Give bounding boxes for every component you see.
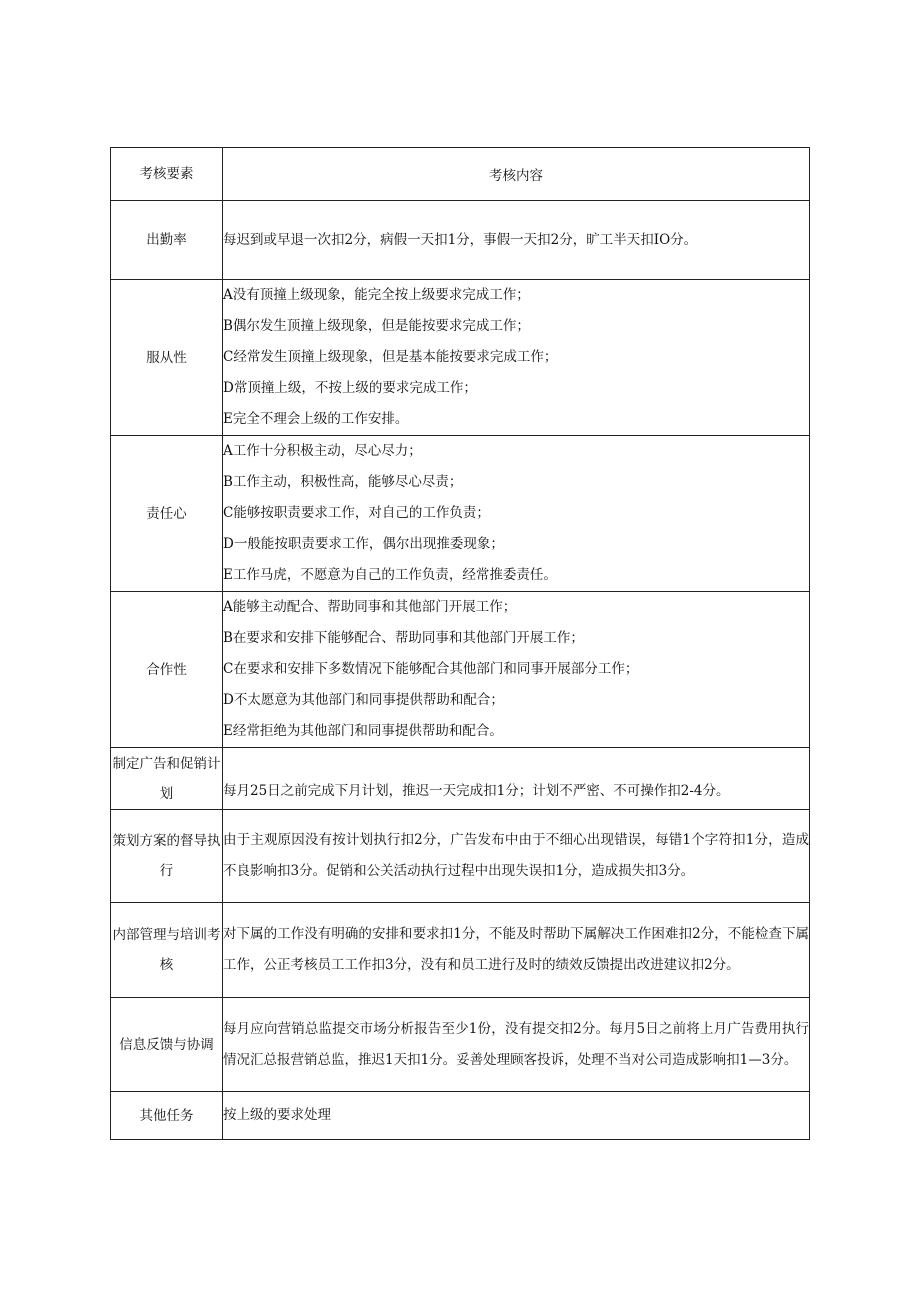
factor-attendance: 出勤率	[111, 201, 223, 280]
factor-other-tasks: 其他任务	[111, 1092, 223, 1140]
table-row	[111, 280, 810, 436]
content-line: B工作主动，积极性高，能够尽心尽责；	[223, 474, 463, 490]
content-paragraph: 对下属的工作没有明确的安排和要求扣1分，不能及时帮助下属解决工作困难扣2分，不能检查下属工作，公正考核员工工作扣3分，没有和员工进行及时的绩效反馈提出改进建议扣2分。	[223, 926, 809, 973]
content-responsibility	[223, 436, 810, 592]
factor-ad-plan: 制定广告和促销计划	[111, 748, 223, 810]
content-line: 每迟到或早退一次扣2分，病假一天扣1分，事假一天扣2分，旷工半天扣IO分。	[223, 231, 698, 248]
factor-responsibility: 责任心	[111, 436, 223, 592]
table-row	[111, 748, 810, 810]
table-row	[111, 810, 810, 903]
factor-plan-execution: 策划方案的督导执行	[111, 810, 223, 903]
content-line: 每月25日之前完成下月计划，推迟一天完成扣1分；计划不严密、不可操作扣2-4分。	[223, 783, 730, 799]
content-line: E经常拒绝为其他部门和同事提供帮助和配合。	[223, 723, 503, 739]
content-ad-plan	[223, 748, 810, 810]
table-row	[111, 998, 810, 1092]
content-line: D一般能按职责要求工作，偶尔出现推委现象；	[223, 536, 504, 552]
evaluation-table	[110, 147, 810, 1140]
table-header-row	[111, 148, 810, 201]
factor-cooperation: 合作性	[111, 592, 223, 748]
content-paragraph: 由于主观原因没有按计划执行扣2分，广告发布中由于不细心出现错误，每错1个字符扣1分，造成不良影响扣3分。促销和公关活动执行过程中出现失误扣1分，造成损失扣3分。	[223, 832, 809, 879]
table-row	[111, 1092, 810, 1140]
content-info-feedback	[223, 998, 810, 1092]
content-plan-execution	[223, 810, 810, 903]
content-cooperation	[223, 592, 810, 748]
content-line: E完全不理会上级的工作安排。	[223, 411, 409, 427]
content-paragraph: 每月应向营销总监提交市场分析报告至少1份，没有提交扣2分。每月5日之前将上月广告费用执行情况汇总报营销总监，推迟1天扣1分。妥善处理顾客投诉，处理不当对公司造成影响扣1—3分。	[223, 1020, 809, 1068]
content-line: D不太愿意为其他部门和同事提供帮助和配合；	[223, 692, 504, 708]
factor-internal-management: 内部管理与培训考核	[111, 903, 223, 998]
table-row	[111, 201, 810, 280]
content-line: D常顶撞上级，不按上级的要求完成工作；	[223, 380, 477, 396]
content-line: A能够主动配合、帮助同事和其他部门开展工作；	[223, 599, 517, 615]
content-line: E工作马虎，不愿意为自己的工作负责，经常推委责任。	[223, 567, 557, 583]
content-other-tasks	[223, 1092, 810, 1140]
content-line: A工作十分积极主动，尽心尽力；	[223, 443, 422, 459]
factor-info-feedback: 信息反馈与协调	[111, 998, 223, 1092]
content-line: C在要求和安排下多数情况下能够配合其他部门和同事开展部分工作；	[223, 661, 639, 677]
content-line: B在要求和安排下能够配合、帮助同事和其他部门开展工作；	[223, 630, 584, 646]
content-line: C经常发生顶撞上级现象，但是基本能按要求完成工作；	[223, 349, 558, 365]
content-internal-management	[223, 903, 810, 998]
header-factor: 考核要素	[111, 148, 223, 201]
table-row	[111, 903, 810, 998]
content-obedience	[223, 280, 810, 436]
content-line: B偶尔发生顶撞上级现象，但是能按要求完成工作；	[223, 318, 530, 334]
header-content: 考核内容	[223, 148, 810, 201]
content-line: C能够按职责要求工作，对自己的工作负责；	[223, 505, 490, 521]
factor-obedience: 服从性	[111, 280, 223, 436]
content-line: 按上级的要求处理	[223, 1107, 331, 1123]
table-row	[111, 592, 810, 748]
content-attendance	[223, 201, 810, 280]
table-row	[111, 436, 810, 592]
content-line: A没有顶撞上级现象，能完全按上级要求完成工作；	[223, 287, 530, 303]
